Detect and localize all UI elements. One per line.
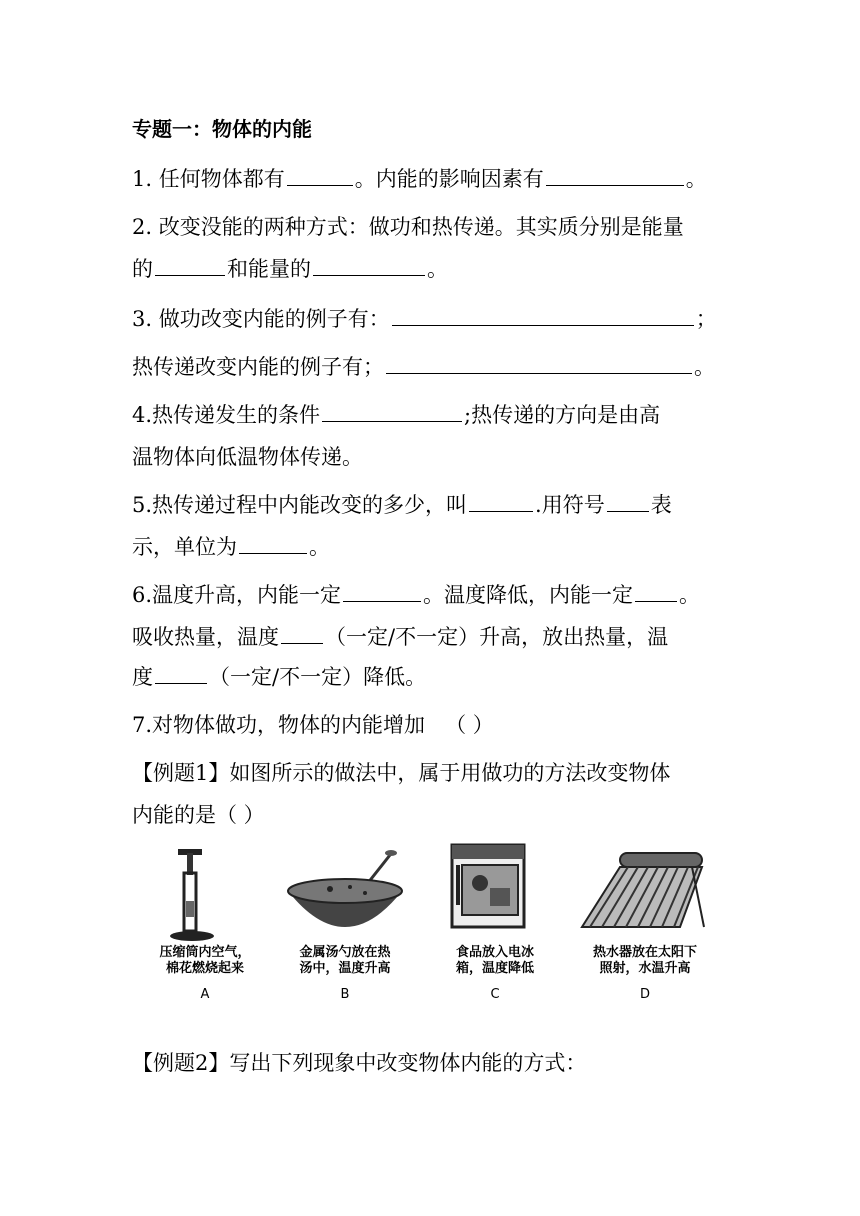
q2-blank-1[interactable] — [155, 257, 225, 276]
q1-text-a: 1. 任何物体都有 — [132, 167, 285, 191]
example-1-figures — [140, 843, 720, 1013]
question-5-line-2 — [132, 534, 330, 560]
q1-blank-2[interactable] — [546, 167, 684, 186]
q4-text-b: ;热传递的方向是由高 — [464, 403, 661, 427]
figure-b-letter: B — [340, 987, 350, 1002]
question-6-line-1 — [132, 582, 700, 608]
example-1-line-2: 内能的是（ ） — [132, 803, 265, 827]
q3-blank-2[interactable] — [386, 355, 692, 374]
q3-text-a-end: ； — [695, 307, 717, 331]
q1-text-b: 。内能的影响因素有 — [354, 167, 544, 191]
solar-heater-icon — [580, 843, 710, 943]
q6-text-b: 。温度降低，内能一定 — [423, 583, 634, 607]
q2-blank-2[interactable] — [313, 257, 425, 276]
q6-blank-4[interactable] — [155, 665, 207, 684]
q4-text-a: 4.热传递发生的条件 — [132, 403, 321, 427]
question-2-line-2 — [132, 256, 448, 282]
q6-blank-3[interactable] — [281, 625, 323, 644]
question-7 — [132, 712, 494, 738]
q4-blank-1[interactable] — [322, 403, 462, 422]
question-3-line-1 — [132, 306, 717, 332]
q2-text-a: 的 — [132, 257, 153, 281]
air-pump-icon — [140, 843, 270, 943]
q2-text-c: 。 — [427, 257, 448, 281]
q5-text-e: 。 — [309, 535, 330, 559]
q7-answer-paren[interactable]: （ ） — [445, 713, 494, 737]
figure-c[interactable] — [430, 843, 560, 1013]
q5-blank-3[interactable] — [239, 535, 307, 554]
figure-d-caption: 热水器放在太阳下 照射，水温升高 — [592, 945, 697, 976]
figure-c-letter: C — [490, 987, 500, 1002]
question-4-line-1 — [132, 402, 660, 428]
q6-text-e: （一定/不一定）升高，放出热量，温 — [325, 625, 669, 649]
q6-text-a: 6.温度升高，内能一定 — [132, 583, 342, 607]
page-title: 专题一：物体的内能 — [132, 117, 312, 141]
figure-a-letter: A — [200, 987, 210, 1002]
figure-d-letter: D — [639, 987, 650, 1002]
q1-blank-1[interactable] — [287, 167, 353, 186]
q5-text-c: 表 — [650, 493, 672, 517]
q6-blank-1[interactable] — [343, 583, 421, 602]
q3-text-b-end: 。 — [694, 355, 715, 379]
q6-text-c: 。 — [679, 583, 701, 607]
q5-blank-1[interactable] — [469, 493, 533, 512]
q1-text-c: 。 — [685, 167, 707, 191]
question-4-line-2: 温物体向低温物体传递。 — [132, 445, 363, 469]
figure-b[interactable] — [280, 843, 410, 1013]
figure-a-caption: 压缩筒内空气， 棉花燃烧起来 — [159, 945, 251, 976]
q5-text-a: 5.热传递过程中内能改变的多少，叫 — [132, 493, 468, 517]
question-2-line-1: 2. 改变没能的两种方式：做功和热传递。其实质分别是能量 — [132, 215, 684, 239]
figure-d[interactable] — [580, 843, 710, 1013]
question-6-line-3 — [132, 664, 426, 690]
q6-text-d: 吸收热量，温度 — [132, 625, 279, 649]
q3-text-a: 3. 做功改变内能的例子有： — [132, 307, 390, 331]
q3-text-b: 热传递改变内能的例子有； — [132, 355, 384, 379]
figure-a[interactable] — [140, 843, 270, 1013]
q5-text-b: .用符号 — [535, 493, 605, 517]
q6-text-f: 度 — [132, 665, 153, 689]
q3-blank-1[interactable] — [392, 307, 694, 326]
q2-text-b: 和能量的 — [227, 257, 311, 281]
q5-text-d: 示，单位为 — [132, 535, 237, 559]
q6-text-g: （一定/不一定）降低。 — [209, 665, 427, 689]
question-3-line-2 — [132, 354, 715, 380]
question-5-line-1 — [132, 492, 672, 518]
soup-bowl-icon — [280, 843, 410, 943]
example-2: 【例题2】写出下列现象中改变物体内能的方式： — [132, 1051, 587, 1075]
question-6-line-2 — [132, 624, 668, 650]
q5-blank-2[interactable] — [607, 493, 649, 512]
question-1 — [132, 166, 707, 192]
q6-blank-2[interactable] — [635, 583, 677, 602]
figure-b-caption: 金属汤勺放在热 汤中，温度升高 — [299, 945, 391, 976]
example-1-line-1: 【例题1】如图所示的做法中，属于用做功的方法改变物体 — [132, 761, 671, 785]
refrigerator-icon — [430, 843, 560, 943]
q7-text: 7.对物体做功，物体的内能增加 — [132, 713, 426, 737]
figure-c-caption: 食品放入电冰 箱，温度降低 — [455, 945, 534, 976]
